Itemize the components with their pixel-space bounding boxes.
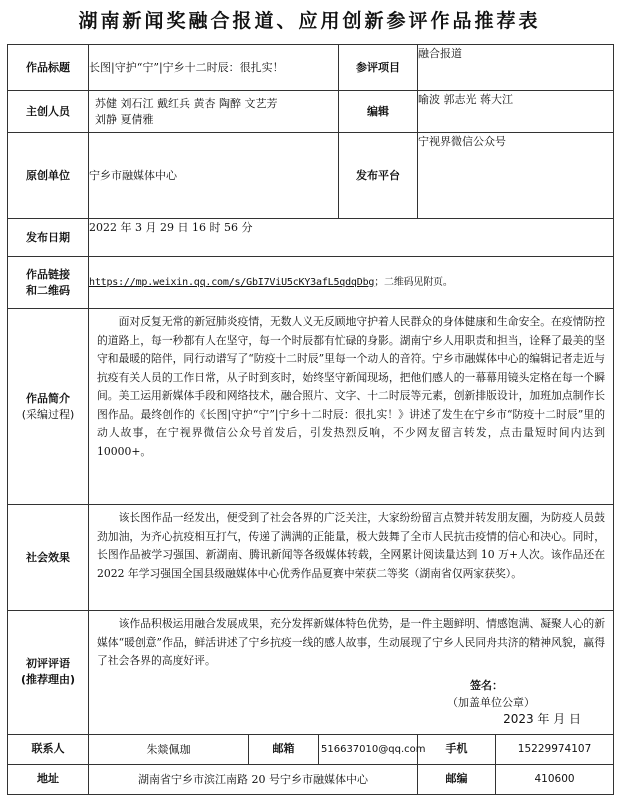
form-title: 湖南新闻奖融合报道、应用创新参评作品推荐表 — [78, 10, 541, 32]
row-review — [8, 611, 614, 735]
label-platform: 发布平台 — [339, 133, 418, 219]
label-intro-line-2: (采编过程) — [21, 407, 75, 421]
row-creators — [8, 91, 614, 133]
label-work-title: 作品标题 — [8, 45, 89, 91]
value-contact: 朱燚佩珈 — [89, 734, 249, 764]
recommendation-form — [7, 44, 614, 795]
row-intro — [8, 309, 614, 505]
value-link — [89, 257, 614, 309]
value-category: 融合报道 — [418, 45, 614, 91]
value-intro — [89, 309, 614, 505]
value-phone: 15229974107 — [496, 734, 614, 764]
value-address: 湖南省宁乡市滨江南路 20 号宁乡市融媒体中心 — [89, 764, 418, 794]
creators-line-1: 苏健 刘石江 戴红兵 黄杏 陶醉 文艺芳 — [95, 96, 278, 110]
label-category: 参评项目 — [339, 45, 418, 91]
value-postcode: 410600 — [496, 764, 614, 794]
creators-line-2: 刘静 夏倩雅 — [95, 112, 154, 126]
label-editors: 编辑 — [339, 91, 418, 133]
intro-text: 面对反复无常的新冠肺炎疫情，无数人义无反顾地守护着人民群众的身体健康和生命安全。在疫情防控的道路上，每一秒都有人在坚守，每一个时辰都有忙碌的身影。湖南宁乡人用职责和担当，诠释了最美的坚守和最暖的陪伴，同行动谱写了“防疫十二时辰”里每一个动人的音符。宁乡市融媒体中心的编辑记者走近与抗疫有关人员的工作日常，从子时到亥时，始终坚守新闻现场，把他们感人的一幕幕用镜头定格在每一个瞬间。美工运用新媒体手段和网络技术，融合照片、文字、十二时辰等元素，创新排版设计，加班加点制作长图作品。最终创作的《长图|守护“宁”|宁乡十二时辰：很扎实！》讲述了发生在宁乡市“防疫十二时辰”里的动人故事，在宁视界微信公众号首发后，引发热烈反响，不少网友留言转发，点击量短时间内达到 10000+。 — [97, 315, 606, 458]
label-postcode: 邮编 — [418, 764, 496, 794]
label-intro-line-1: 作品简介 — [26, 391, 70, 405]
review-text: 该作品积极运用融合发展成果，充分发挥新媒体特色优势，是一件主题鲜明、情感饱满、凝聚人心的新媒体“暖创意”作品，鲜活讲述了宁乡抗疫一线的感人故事，生动展现了宁乡人民同舟共济的精神风貌，赢得了社会各界的高度好评。 — [97, 617, 606, 667]
label-link — [8, 257, 89, 309]
row-date — [8, 219, 614, 257]
label-email: 邮箱 — [249, 734, 319, 764]
row-title — [8, 45, 614, 91]
label-contact: 联系人 — [8, 734, 89, 764]
label-address: 地址 — [8, 764, 89, 794]
label-link-line-1: 作品链接 — [26, 267, 70, 281]
sign-label: 签名： — [470, 678, 504, 692]
label-creators: 主创人员 — [8, 91, 89, 133]
value-editors: 喻波 郭志光 蒋大江 — [418, 91, 614, 133]
value-creators — [89, 91, 339, 133]
value-unit: 宁乡市融媒体中心 — [89, 133, 339, 219]
row-unit — [8, 133, 614, 219]
value-email: 516637010@qq.com — [319, 734, 418, 764]
value-work-title: 长图|守护“宁”|宁乡十二时辰：很扎实！ — [89, 45, 339, 91]
row-effect — [8, 505, 614, 611]
stamp-note: （加盖单位公章） — [447, 695, 536, 709]
sign-date: 2023 年 月 日 — [503, 711, 582, 726]
row-contact — [8, 734, 614, 764]
value-platform: 宁视界微信公众号 — [418, 133, 614, 219]
label-link-line-2: 和二维码 — [26, 283, 70, 297]
label-review-line-2: (推荐理由) — [20, 673, 76, 687]
label-intro — [8, 309, 89, 505]
row-address — [8, 764, 614, 794]
value-effect — [89, 505, 614, 611]
label-effect: 社会效果 — [8, 505, 89, 611]
value-review — [89, 611, 614, 735]
label-review-line-1: 初评评语 — [26, 657, 70, 671]
label-phone: 手机 — [418, 734, 496, 764]
work-link[interactable]: https://mp.weixin.qq.com/s/GbI7ViU5cKY3afL5qdqDbg — [89, 277, 375, 288]
link-suffix: ；二维码见附页。 — [374, 277, 453, 288]
label-unit: 原创单位 — [8, 133, 89, 219]
label-review — [8, 611, 89, 735]
effect-text: 该长图作品一经发出，便受到了社会各界的广泛关注，大家纷纷留言点赞并转发朋友圈，为防疫人员鼓劲加油，为齐心抗疫相互打气，传递了满满的正能量，极大鼓舞了全市人民抗击疫情的信心和决心。同时，长图作品被学习强国、新湖南、腾讯新闻等各级媒体转载，全网累计阅读量达到 10 万+人次。该作品还在 2022 年学习强国全国县级融媒体中心优秀作品夏赛中荣获二等奖（湖南省仅两家获奖）。 — [97, 511, 606, 580]
row-link — [8, 257, 614, 309]
signature-block — [89, 675, 613, 734]
label-date: 发布日期 — [8, 219, 89, 257]
value-date: 2022 年 3 月 29 日 16 时 56 分 — [89, 219, 614, 257]
